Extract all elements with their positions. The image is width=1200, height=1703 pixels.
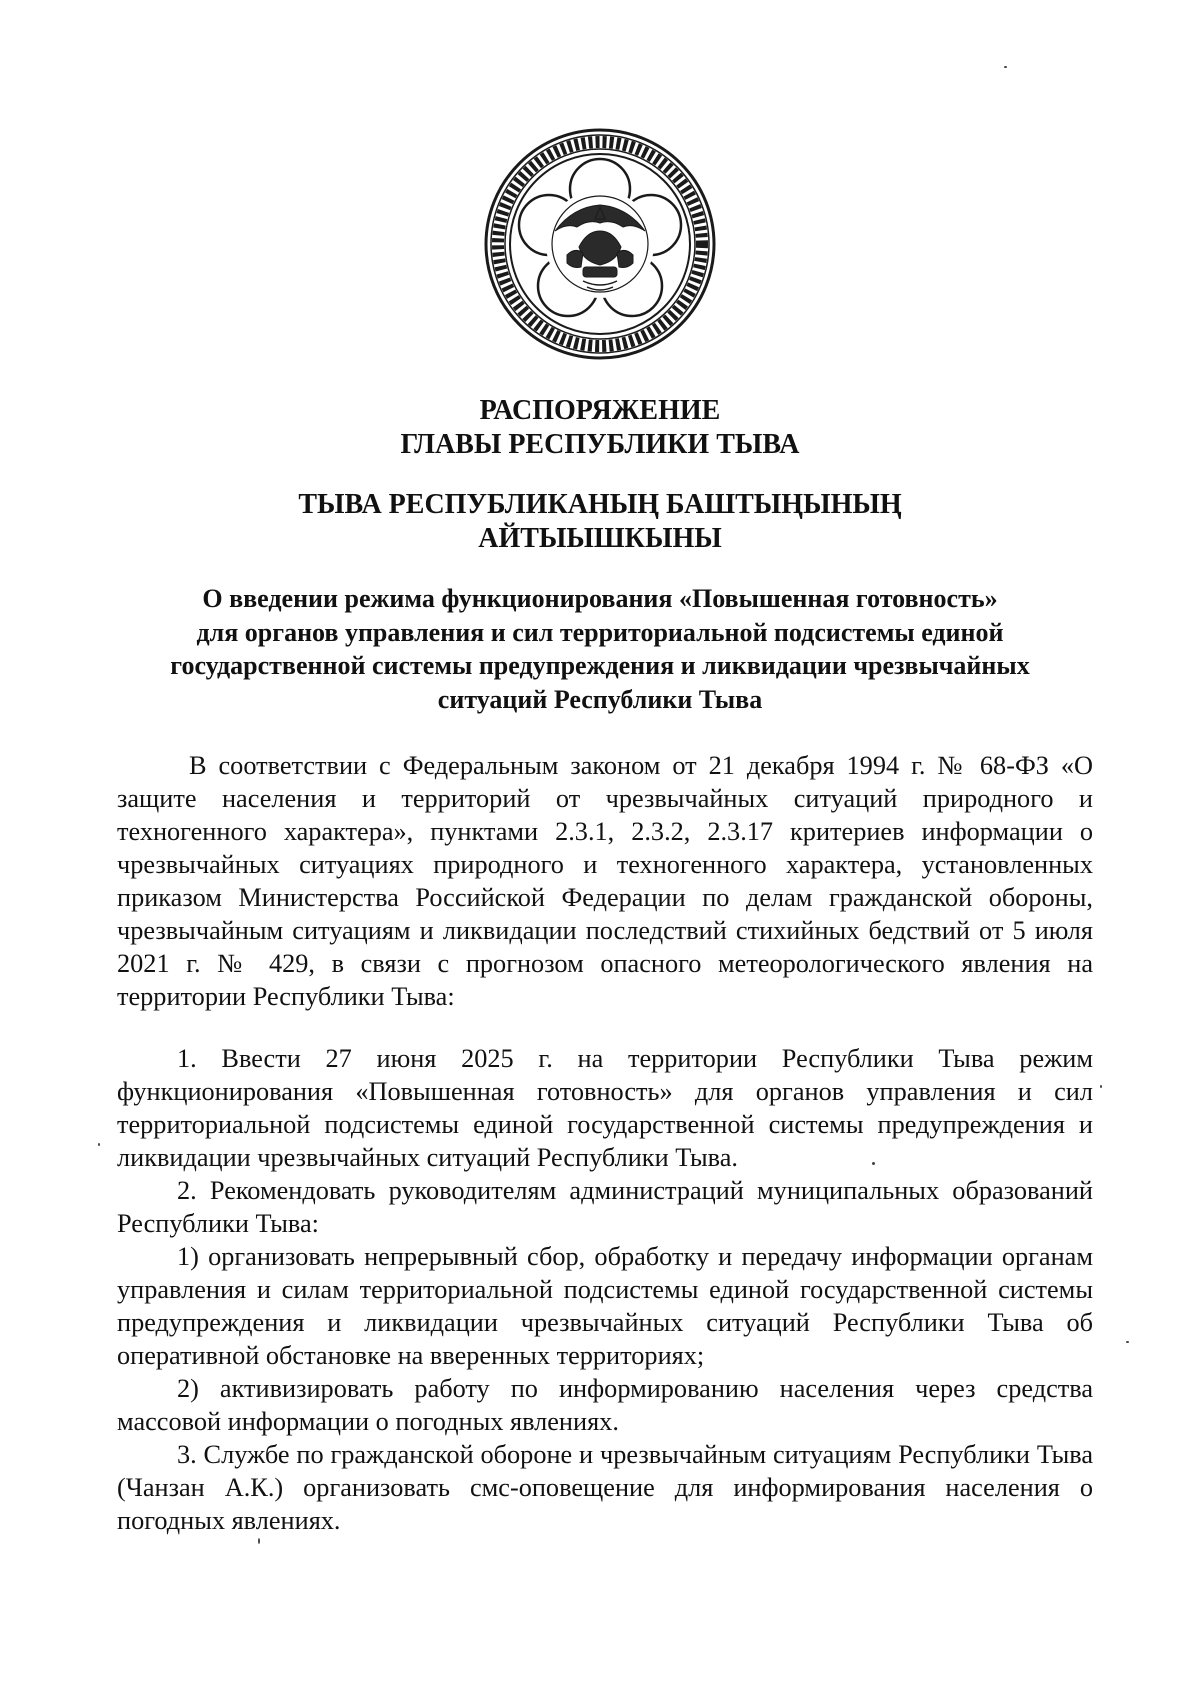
scan-speck <box>98 1143 100 1146</box>
order-item: 1) организовать непрерывный сбор, обработку и передачу информации органам управления и силам территориальной подсистемы единой государственной системы предупреждения и ликвидации чрезвычайных ситуаций Республики Тыва об оперативной обстановке на вверенных территориях; <box>117 1242 1093 1370</box>
order-item: 2) активизировать работу по информированию населения через средства массовой информации о погодных явлениях. <box>117 1374 1093 1436</box>
scan-speck <box>1126 1341 1129 1343</box>
heading-line: ТЫВА РЕСПУБЛИКАНЫҢ БАШТЫҢЫНЫҢ <box>298 489 902 520</box>
order-item: 3. Службе по гражданской обороне и чрезвычайным ситуациям Республики Тыва (Чанзан А.К.) организовать смс-оповещение для информирования населения о погодных явлениях. <box>117 1440 1093 1535</box>
order-items <box>117 1042 1093 1537</box>
document-heading-tuvan <box>0 488 1200 556</box>
heading-line: ГЛАВЫ РЕСПУБЛИКИ ТЫВА <box>400 429 800 460</box>
title-line: для органов управления и сил территориальной подсистемы единой <box>196 617 1004 647</box>
title-line: О введении режима функционирования «Повышенная готовность» <box>202 584 998 613</box>
document-title <box>120 582 1080 716</box>
heading-line: РАСПОРЯЖЕНИЕ <box>479 395 721 426</box>
document-heading <box>0 394 1200 462</box>
preamble-paragraph: В соответствии с Федеральным законом от 21 декабря 1994 г. № 68-ФЗ «О защите населения и территорий от чрезвычайных ситуаций природного и техногенного характера», пунктами 2.3.1, 2.3.2, 2.3.17 критериев информации о чрезвычайных ситуациях природного и техногенного характера, установленных приказом Министерства Российской Федерации по делам гражданской обороны, чрезвычайным ситуациям и ликвидации последствий стихийных бедствий от 5 июля 2021 г. № 429, в связи с прогнозом опасного метеорологического явления на территории Республики Тыва: <box>117 751 1093 1011</box>
order-item: 1. Ввести 27 июня 2025 г. на территории Республики Тыва режим функционирования «Повышенная готовность» для органов управления и сил территориальной подсистемы единой государственной системы предупреждения и ликвидации чрезвычайных ситуаций Республики Тыва. <box>117 1044 1093 1172</box>
scan-speck <box>872 1162 875 1165</box>
title-line: ситуаций Республики Тыва <box>437 684 763 714</box>
scan-speck <box>1100 1085 1102 1088</box>
coat-of-arms-tuva-icon <box>483 127 717 361</box>
heading-line: АЙТЫЫШКЫНЫ <box>478 523 722 554</box>
order-item: 2. Рекомендовать руководителям администраций муниципальных образований Республики Тыва: <box>117 1176 1093 1238</box>
title-line: государственной системы предупреждения и ликвидации чрезвычайных <box>170 651 1030 680</box>
scan-speck <box>258 1538 260 1544</box>
scan-speck <box>1004 66 1007 68</box>
